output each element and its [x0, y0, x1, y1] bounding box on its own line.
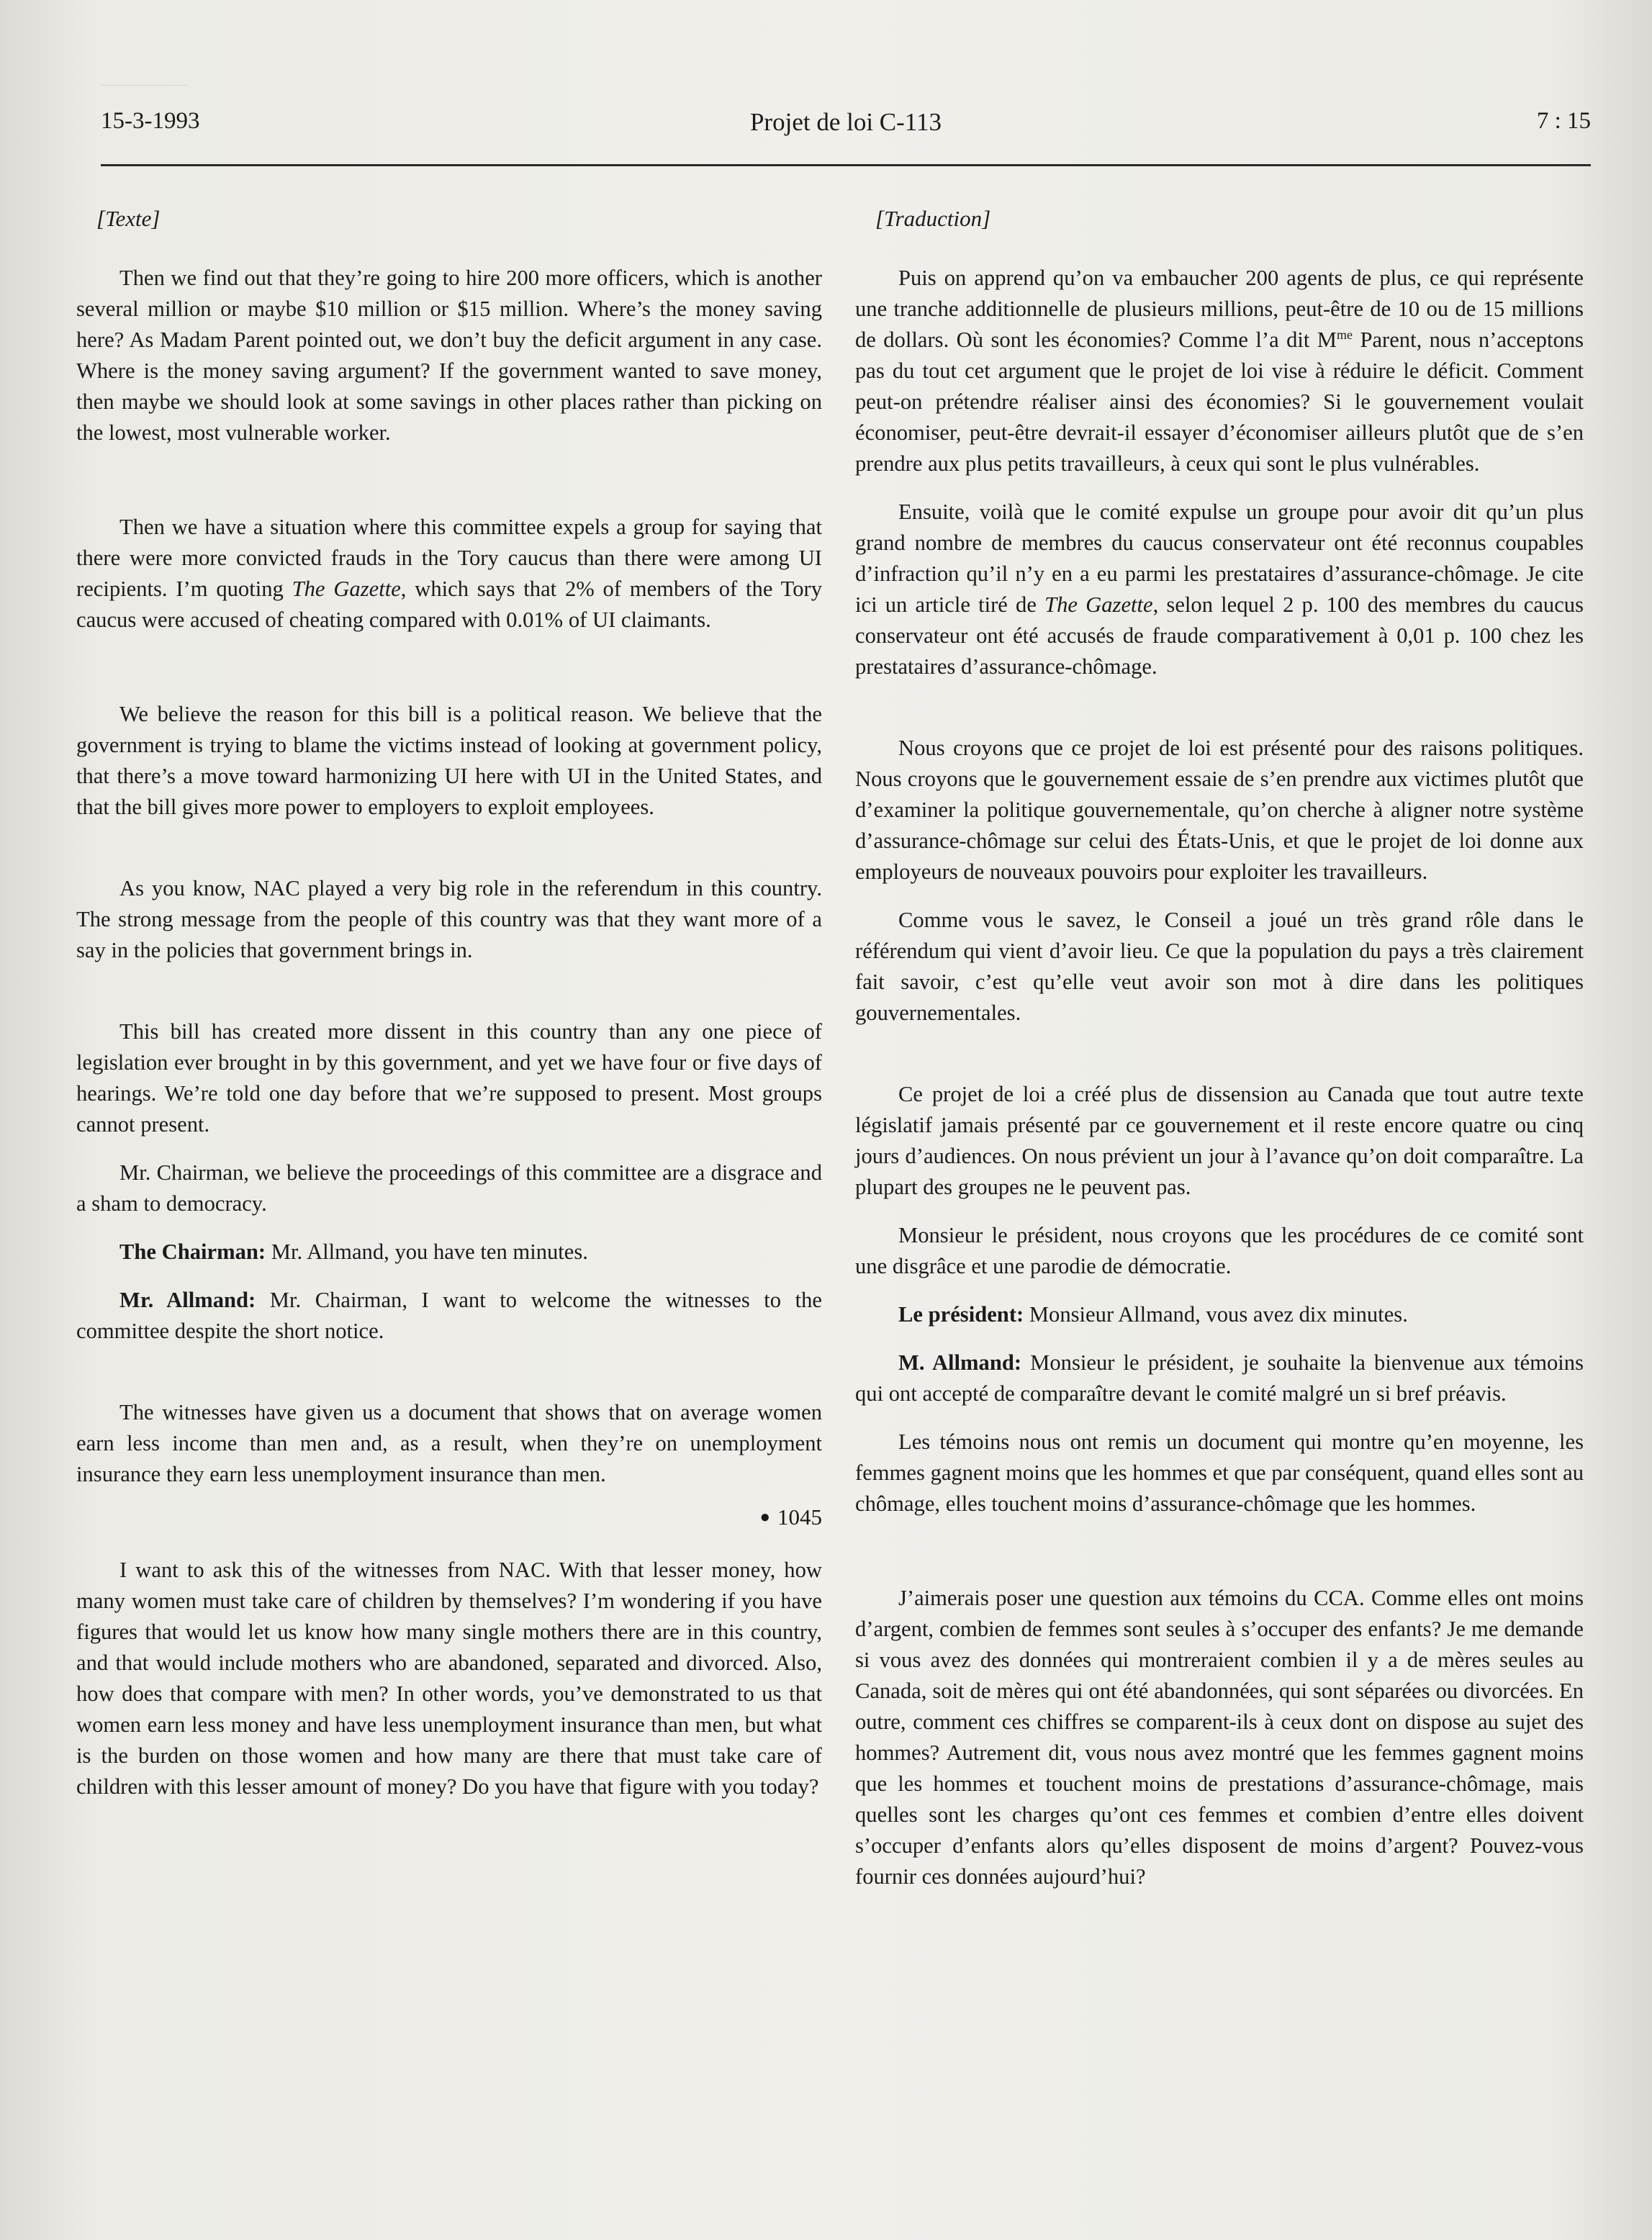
- paragraph: Nous croyons que ce projet de loi est présenté pour des raisons politiques. Nous croyons que le gouvernement essaie de s’en prendre aux victimes plutôt que d’examiner la politique gouvernementale, qu’on cherche à aligner notre système d’assurance-chômage sur celui des États-Unis, et que le projet de loi donne aux employeurs de nouveaux pouvoirs pour exploiter les travailleurs.: [855, 736, 1584, 884]
- paragraph-text: Monsieur le président, je souhaite la bienvenue aux témoins qui ont accepté de comparaître devant le comité malgré un si bref préavis.: [855, 1350, 1584, 1406]
- paragraph: We believe the reason for this bill is a political reason. We believe that the government is trying to blame the victims instead of looking at government policy, that there’s a move toward harmonizing UI here with UI in the United States, and that the bill gives more power to employers to exploit employees.: [76, 702, 822, 819]
- paragraph-text: Ensuite, voilà que le comité expulse un groupe pour avoir dit qu’un plus grand nombre de membres du caucus conservateur ont été reconnus coupables d’infraction qu’il n’y en a eu parmi les prestataires d’assurance-chômage. Je cite ici un article tiré de: [855, 500, 1584, 617]
- paragraph: The witnesses have given us a document that shows that on average women earn less income than men and, as a result, when they’re on unemployment insurance they earn less unemployment insurance than men.: [76, 1400, 822, 1486]
- time-marker: [76, 1501, 822, 1533]
- superscript: me: [1337, 327, 1353, 342]
- header-date: 15-3-1993: [101, 108, 200, 134]
- paragraph: Mr. Chairman, we believe the proceedings of this committee are a disgrace and a sham to democracy.: [76, 1160, 822, 1216]
- speaker-paragraph: [855, 1347, 1584, 1409]
- paragraph: I want to ask this of the witnesses from NAC. With that lesser money, how many women must take care of children by themselves? I’m wondering if you have figures that would let us know how many single mothers there are in this country, and that would include mothers who are abandoned, separated and divorced. Also, how does that compare with men? In other words, you’ve demonstrated to us that women earn less money and have less unemployment insurance than men, but what is the burden on those women and how many are there that must take care of children with this lesser amount of money? Do you have that figure with you today?: [76, 1558, 822, 1799]
- paragraph: J’aimerais poser une question aux témoins du CCA. Comme elles ont moins d’argent, combien de femmes sont seules à s’occuper des enfants? Je me demande si vous avez des données qui montreraient combien il y a de mères seules au Canada, soit de mères qui ont été abandonnées, qui sont séparées ou divorcées. En outre, comment ces chiffres se comparent-ils à ceux dont on dispose au sujet des hommes? Autrement dit, vous nous avez montré que les femmes gagnent moins que les hommes et touchent moins de prestations d’assurance-chômage, mais quelles sont les charges qu’ont ces femmes et combien d’entre elles doivent s’occuper d’enfants alors qu’elles disposent de moins d’argent? Pouvez-vous fournir ces données aujourd’hui?: [855, 1586, 1584, 1889]
- speaker-paragraph: [76, 1285, 822, 1347]
- header-title: Projet de loi C-113: [749, 108, 942, 136]
- paragraph: Then we find out that they’re going to hire 200 more officers, which is another several million or maybe $10 million or $15 million. Where’s the money saving here? As Madam Parent pointed out, we don’t buy the deficit argument in any case. Where is the money saving argument? If the government wanted to save money, then maybe we should look at some savings in other places rather than picking on the lowest, most vulnerable worker.: [76, 266, 822, 445]
- time-value: 1045: [777, 1504, 822, 1530]
- column-label-texte: [Texte]: [96, 206, 161, 231]
- french-column: [855, 203, 1584, 1921]
- paragraph-text: Monsieur Allmand, vous avez dix minutes.: [1029, 1302, 1408, 1327]
- column-label-traduction: [Traduction]: [875, 206, 991, 231]
- speaker-name: M. Allmand:: [898, 1350, 1022, 1375]
- paragraph: Comme vous le savez, le Conseil a joué un très grand rôle dans le référendum qui vient d’avoir lieu. Ce que la population du pays a très clairement fait savoir, c’est qu’elle veut avoir son mot à dire dans les politiques gouvernementales.: [855, 908, 1584, 1025]
- paragraph: This bill has created more dissent in this country than any one piece of legislation ever brought in by this government, and yet we have four or five days of hearings. We’re told one day before that we’re supposed to present. Most groups cannot present.: [76, 1019, 822, 1137]
- page-header: [101, 108, 1591, 166]
- speaker-paragraph: [855, 1299, 1584, 1330]
- publication-title: The Gazette: [292, 577, 401, 601]
- paragraph: As you know, NAC played a very big role in the referendum in this country. The strong message from the people of this country was that they want more of a say in the policies that government brings in.: [76, 876, 822, 962]
- paper-artifact: [101, 65, 187, 86]
- bullet-icon: ●: [759, 1508, 770, 1527]
- paragraph: Les témoins nous ont remis un document qui montre qu’en moyenne, les femmes gagnent moins que les hommes et que par conséquent, quand elles sont au chômage, elles touchent moins d’assurance-chômage que les hommes.: [855, 1430, 1584, 1516]
- speaker-name: Le président:: [898, 1302, 1024, 1327]
- paragraph-text: , which says that 2% of members of the Tory caucus were accused of cheating compared with 0.01% of UI claimants.: [76, 577, 822, 632]
- speaker-paragraph: [76, 1237, 822, 1268]
- paragraph: [855, 263, 1584, 479]
- paragraph: [76, 512, 822, 636]
- speaker-name: Mr. Allmand:: [119, 1288, 256, 1312]
- paragraph: Ce projet de loi a créé plus de dissension au Canada que tout autre texte législatif jamais présenté par ce gouvernement et il reste encore quatre ou cinq jours d’audiences. On nous prévient un jour à l’avance qu’on doit comparaître. La plupart des groupes ne le peuvent pas.: [855, 1082, 1584, 1199]
- english-column: [76, 203, 822, 1831]
- paragraph-text: , selon lequel 2 p. 100 des membres du caucus conservateur ont été accusés de fraude comparativement à 0,01 p. 100 chez les prestataires d’assurance-chômage.: [855, 592, 1584, 679]
- speaker-name: The Chairman:: [119, 1239, 266, 1264]
- paragraph-text: Then we have a situation where this committee expels a group for saying that there were more convicted frauds in the Tory caucus than there were among UI recipients. I’m quoting: [76, 515, 822, 601]
- paragraph-text: Mr. Allmand, you have ten minutes.: [271, 1239, 588, 1264]
- paragraph-text: Mr. Chairman, I want to welcome the witnesses to the committee despite the short notice.: [76, 1288, 822, 1343]
- paragraph: Monsieur le président, nous croyons que les procédures de ce comité sont une disgrâce et une parodie de démocratie.: [855, 1223, 1584, 1278]
- paragraph-text: Parent, nous n’acceptons pas du tout cet argument que le projet de loi vise à réduire le déficit. Comment peut-on prétendre réaliser ainsi des économies? Si le gouvernement voulait économiser, peut-être devrait-il essayer d’économiser ailleurs plutôt que de s’en prendre aux plus petits travailleurs, à ceux qui sont le plus vulnérables.: [855, 328, 1584, 476]
- header-page-number: 7 : 15: [1536, 108, 1591, 134]
- paragraph: [855, 497, 1584, 682]
- paragraph-text: Puis on apprend qu’on va embaucher 200 agents de plus, ce qui représente une tranche additionnelle de plusieurs millions, peut-être de 10 ou de 15 millions de dollars. Où sont les économies? Comme l’a dit M: [855, 266, 1584, 352]
- publication-title: The Gazette: [1044, 592, 1153, 617]
